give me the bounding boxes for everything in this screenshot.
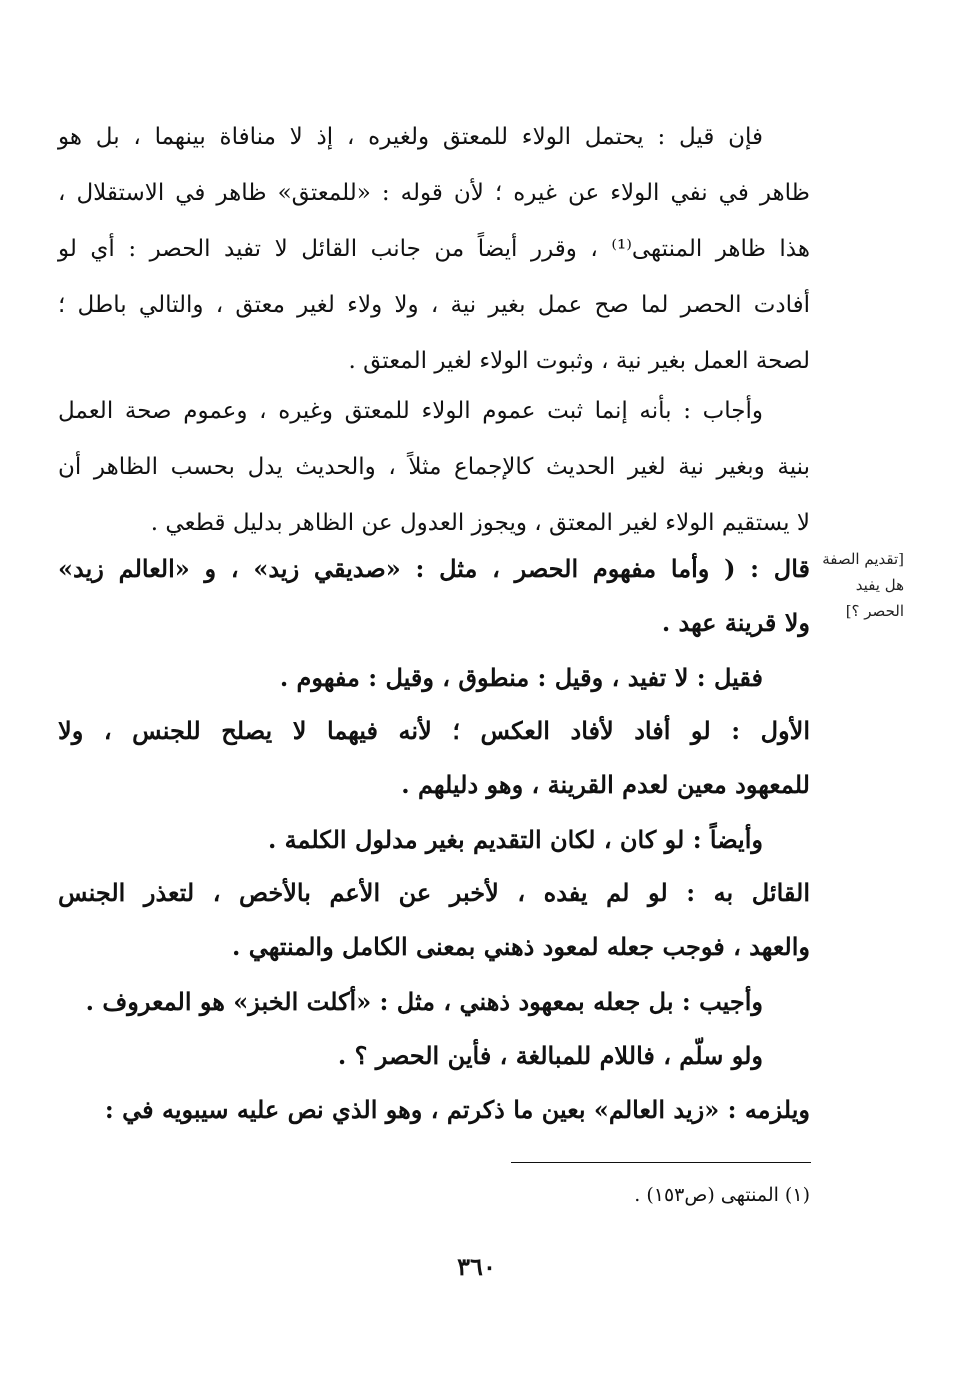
matn-line: قال : ( وأما مفهوم الحصر ، مثل : «صديقي زيد» ، و «العالم زيد»	[58, 554, 810, 583]
matn-line: الأول : لو أفاد لأفاد العكس ؛ لأنه فيهما لا يصلح للجنس ، ولا	[58, 716, 811, 745]
matn-line: للمعهود معين لعدم القرينة ، وهو دليلهم .	[401, 770, 810, 799]
commentary-line: ظاهر في نفي الولاء عن غيره ؛ لأن قوله : «للمعتق» ظاهر في الاستقلال ،	[58, 180, 810, 206]
commentary-line: هذا ظاهر المنتهى⁽¹⁾ ، وقرر أيضاً من جانب القائل لا تفيد الحصر : أي لو	[58, 236, 810, 262]
margin-note-line: هل يفيد	[855, 576, 904, 594]
commentary-line: فإن قيل : يحتمل الولاء للمعتق ولغيره ، إذ لا منافاة بينهما ، بل هو	[58, 124, 763, 150]
matn-line: وأيضاً : لو كان ، لكان التقديم بغير مدلول الكلمة .	[267, 825, 763, 854]
commentary-line: بنية وبغير نية لغير الحديث كالإجماع مثلاً ، والحديث يدل بحسب الظاهر أن	[58, 454, 810, 480]
page-number: ٣٦٠	[457, 1252, 496, 1281]
footnote: (١) المنتهى (ص١٥٣) .	[634, 1184, 810, 1206]
commentary-line: لا يستقيم الولاء لغير المعتق ، ويجوز العدول عن الظاهر بدليل قطعي .	[150, 510, 810, 536]
footnote-separator	[511, 1162, 811, 1163]
commentary-line: لصحة العمل بغير نية ، وثبوت الولاء لغير المعتق .	[348, 348, 810, 374]
margin-note-line: [تقديم الصفة	[822, 550, 904, 568]
commentary-line: وأجاب : بأنه إنما ثبت عموم الولاء للمعتق وغيره ، وعموم صحة العمل	[58, 398, 763, 424]
commentary-line: أفادت الحصر لما صح عمل بغير نية ، ولا ولاء لغير معتق ، والتالي باطل ؛	[58, 292, 810, 318]
margin-note-line: الحصر ؟]	[845, 602, 904, 620]
matn-line: والعهد ، فوجب جعله لمعود ذهني بمعنى الكامل والمنتهي .	[231, 932, 810, 961]
matn-line: ولا قرينة عهد .	[661, 608, 810, 637]
matn-line: فقيل : لا تفيد ، وقيل : منطوق ، وقيل : مفهوم .	[279, 663, 763, 692]
margin-note	[814, 546, 904, 624]
matn-line: القائل به : لو لم يفده ، لأخبر عن الأعم بالأخص ، لتعذر الجنس	[58, 878, 810, 907]
matn-line: ويلزمه : «زيد العالم» بعين ما ذكرتم ، وهو الذي نص عليه سيبويه في :	[104, 1095, 810, 1124]
matn-line: وأجيب : بل جعله بمعهود ذهني ، مثل : «أكلت الخبز» هو المعروف .	[85, 987, 763, 1016]
matn-line: ولو سلّم ، فاللام للمبالغة ، فأين الحصر ؟ .	[337, 1041, 763, 1070]
